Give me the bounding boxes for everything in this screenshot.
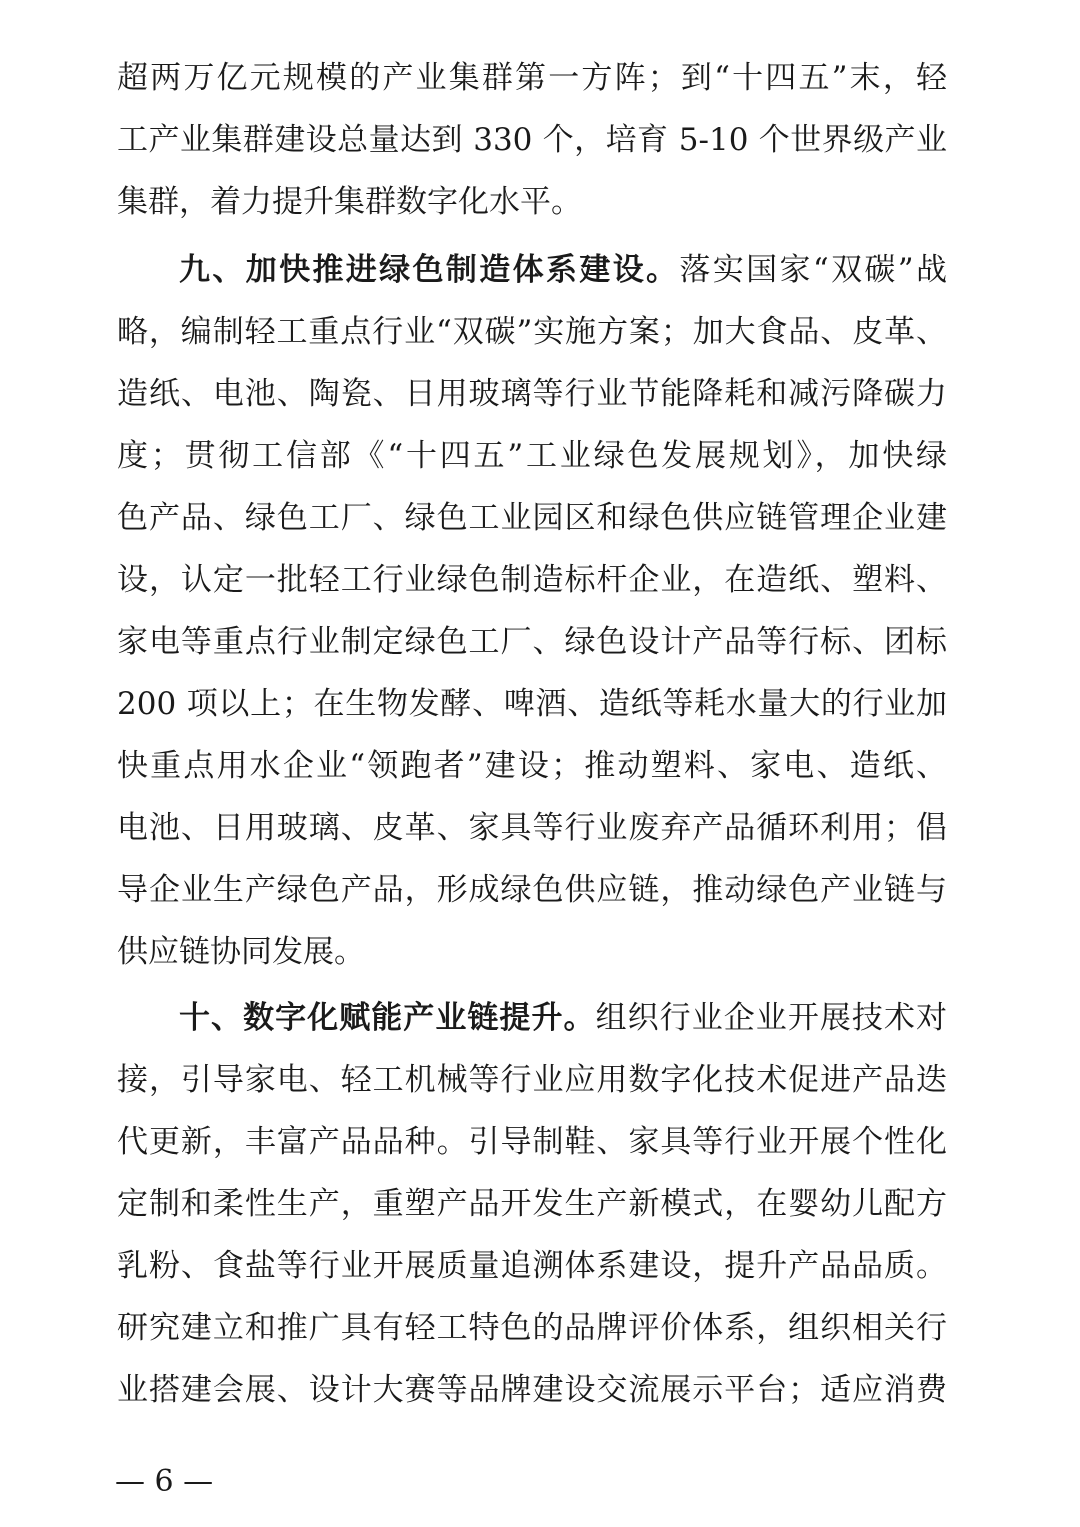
section-ten [117,987,947,1421]
text-line: 设，认定一批轻工行业绿色制造标杆企业，在造纸、塑料、 [117,562,947,598]
section-heading-line [117,987,947,1049]
paragraph-continued [117,47,947,233]
text-line: 乳粉、食盐等行业开展质量追溯体系建设，提升产品品质。 [117,1248,947,1284]
text-line: 电池、日用玻璃、皮革、家具等行业废弃产品循环利用；倡 [117,810,947,846]
text-run: 落实国家“双碳”战 [679,252,948,288]
text-line: 代更新，丰富产品品种。引导制鞋、家具等行业开展个性化 [117,1124,947,1160]
text-line: 接，引导家电、轻工机械等行业应用数字化技术促进产品迭 [117,1062,947,1098]
section-nine [117,239,947,983]
text-line: 定制和柔性生产，重塑产品开发生产新模式，在婴幼儿配方 [117,1186,947,1222]
text-line: 快重点用水企业“领跑者”建设；推动塑料、家电、造纸、 [117,748,947,784]
text-line: 色产品、绿色工厂、绿色工业园区和绿色供应链管理企业建 [117,500,947,536]
text-run: 组织行业企业开展技术对 [595,1000,948,1036]
section-heading: 九、加快推进绿色制造体系建设。 [179,252,680,288]
text-line: 略，编制轻工重点行业“双碳”实施方案；加大食品、皮革、 [117,314,947,350]
text-line: 研究建立和推广具有轻工特色的品牌评价体系，组织相关行 [117,1310,947,1346]
text-line: 造纸、电池、陶瓷、日用玻璃等行业节能降耗和减污降碳力 [117,376,947,412]
text-line: 集群，着力提升集群数字化水平。 [117,184,582,220]
text-line: 度；贯彻工信部《“十四五”工业绿色发展规划》，加快绿 [117,438,947,474]
text-line: 工产业集群建设总量达到 330 个，培育 5-10 个世界级产业 [117,122,947,158]
text-line: 超两万亿元规模的产业集群第一方阵；到“十四五”末，轻 [117,60,947,96]
text-line: 业搭建会展、设计大赛等品牌建设交流展示平台；适应消费 [117,1372,947,1408]
section-heading: 十、数字化赋能产业链提升。 [179,1000,596,1036]
text-line: 供应链协同发展。 [117,934,365,970]
text-line: 200 项以上；在生物发酵、啤酒、造纸等耗水量大的行业加 [117,686,947,722]
text-line: 家电等重点行业制定绿色工厂、绿色设计产品等行标、团标 [117,624,947,660]
section-heading-line [117,239,947,301]
page-number: — 6 — [115,1464,214,1499]
text-line: 导企业生产绿色产品，形成绿色供应链，推动绿色产业链与 [117,872,947,908]
